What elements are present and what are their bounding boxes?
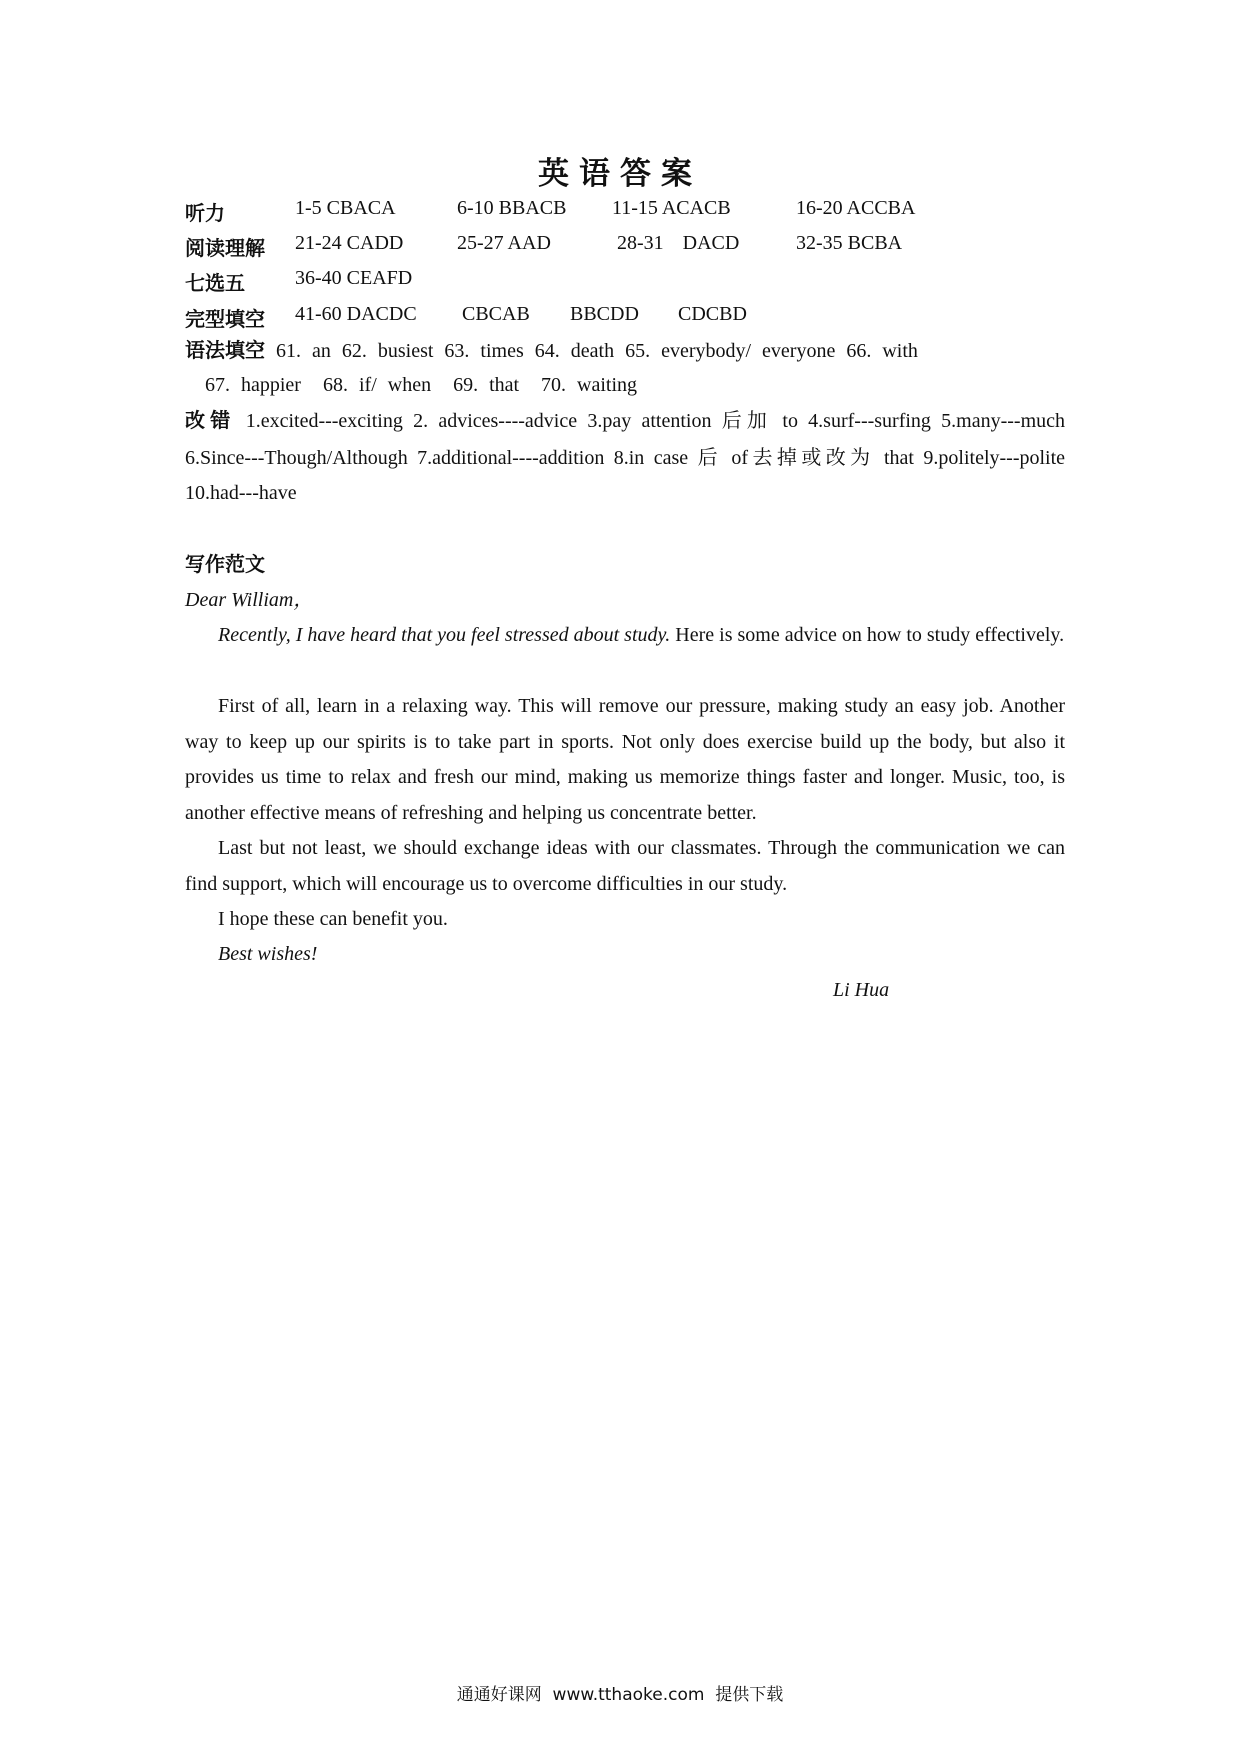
answer-group: 32-35 BCBA bbox=[796, 232, 903, 254]
answer-group: CDCBD bbox=[678, 303, 747, 325]
correction-note-after: 后 bbox=[697, 444, 722, 469]
answer-group: 6-10 BBACB bbox=[457, 197, 567, 219]
letter-paragraph-4: I hope these can benefit you. bbox=[218, 908, 448, 930]
answers-grammar bbox=[185, 333, 1065, 370]
document-title: 英语答案 bbox=[538, 156, 702, 192]
section-label-grammar: 语法填空 bbox=[185, 338, 265, 362]
section-label-listening: 听力 bbox=[185, 201, 225, 225]
answer-group: 16-20 ACCBA bbox=[796, 197, 916, 219]
letter-paragraph-3: Last but not least, we should exchange ideas with our classmates. Through the communication we can find support, which will encourage us to overcome difficulties in our study. bbox=[185, 837, 1065, 895]
paragraph-1-rest: Here is some advice on how to study effectively. bbox=[670, 624, 1065, 646]
closing-text: Best wishes! bbox=[218, 943, 318, 965]
grammar-line-1: 61. an 62. busiest 63. times 64. death 65. everybody/ everyone 66. with bbox=[276, 340, 918, 362]
answer-group: 28-31 DACD bbox=[617, 232, 740, 254]
answer-group: BBCDD bbox=[570, 303, 639, 325]
letter-paragraph-2: First of all, learn in a relaxing way. This will remove our pressure, making study an easy job. Another way to keep up our spirits is to take part in sports. Not only does exercise build up the body, but also it provides us time to relax and fresh our mind, making us memorize things faster and longer. Music, too, is another effective means of refreshing and helping us concentrate better. bbox=[185, 695, 1065, 824]
letter-signature bbox=[833, 973, 1033, 1009]
signature-text: Li Hua bbox=[833, 979, 890, 1001]
correction-text-4: that 9.politely---polite 10.had---have bbox=[185, 446, 1066, 504]
correction-text-1: 1.excited---exciting 2. advices----advice 3.pay attention bbox=[245, 410, 712, 432]
section-label-seven: 七选五 bbox=[185, 271, 245, 295]
section-label-cloze: 完型填空 bbox=[185, 307, 265, 331]
letter-paragraph-1 bbox=[185, 618, 1065, 654]
answers-correction bbox=[185, 403, 1065, 512]
answer-group: 36-40 CEAFD bbox=[295, 267, 413, 289]
answer-group: 41-60 DACDC bbox=[295, 303, 417, 325]
letter-salutation bbox=[185, 583, 1065, 619]
answer-group: CBCAB bbox=[462, 303, 530, 325]
correction-note-remove: 去掉或改为 bbox=[748, 444, 875, 469]
writing-heading: 写作范文 bbox=[185, 552, 265, 576]
answer-group: 11-15 ACACB bbox=[612, 197, 731, 219]
correction-text-2: to 4.surf---surfing 5.many---much 6.Since---Though/Although 7.additional----addition 8.in case bbox=[185, 410, 1066, 469]
letter-closing bbox=[185, 937, 1065, 973]
answer-group: 25-27 AAD bbox=[457, 232, 551, 254]
section-label-reading: 阅读理解 bbox=[185, 236, 265, 260]
grammar-line-2: 67. happier 68. if/ when 69. that 70. waiting bbox=[205, 374, 638, 396]
section-label-correction: 改错 bbox=[185, 408, 236, 432]
salutation-text: Dear William， bbox=[185, 589, 314, 611]
answer-group: 1-5 CBACA bbox=[295, 197, 396, 219]
page-footer: 通通好课网 www.tthaoke.com 提供下载 bbox=[456, 1685, 784, 1705]
correction-text-3: of bbox=[731, 446, 749, 469]
paragraph-1-italic: Recently, I have heard that you feel stressed about study. bbox=[218, 624, 671, 646]
correction-note-add: 后加 bbox=[721, 408, 773, 432]
answer-group: 21-24 CADD bbox=[295, 232, 404, 254]
